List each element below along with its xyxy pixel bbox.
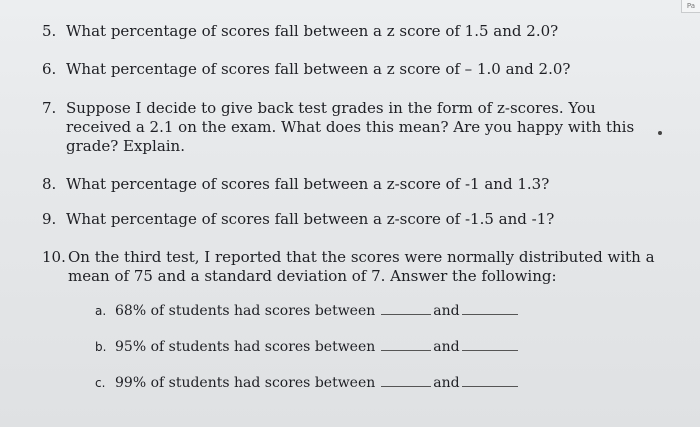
subpart-letter: b.	[95, 340, 107, 354]
question-text: What percentage of scores fall between a z-score of -1 and 1.3?	[66, 175, 550, 193]
question-text-line: Suppose I decide to give back test grades in the form of z-scores. You	[66, 99, 596, 117]
question-text-line: received a 2.1 on the exam. What does this mean? Are you happy with this	[66, 118, 635, 136]
subpart-b	[95, 338, 518, 356]
question-number: 7.	[42, 99, 57, 117]
question-number: 10.	[42, 248, 66, 266]
question-5	[42, 22, 558, 41]
subpart-letter: c.	[95, 376, 106, 390]
question-text: What percentage of scores fall between a z score of 1.5 and 2.0?	[66, 22, 559, 40]
subpart-text: 68% of students had scores between	[115, 303, 376, 319]
answer-blank-2[interactable]	[462, 376, 518, 387]
subpart-text: 95% of students had scores between	[115, 339, 376, 355]
question-7-line-2	[66, 118, 634, 137]
answer-blank-2[interactable]	[462, 304, 518, 315]
question-7-line-3	[66, 137, 185, 156]
question-text-line: grade? Explain.	[66, 137, 185, 155]
pencil-mark	[658, 131, 662, 135]
subpart-text: 99% of students had scores between	[115, 375, 376, 391]
question-number: 8.	[42, 175, 57, 193]
question-text: What percentage of scores fall between a z-score of -1.5 and -1?	[66, 210, 555, 228]
and-label: and	[433, 303, 460, 319]
subpart-letter: a.	[95, 304, 107, 318]
question-number: 5.	[42, 22, 57, 40]
and-label: and	[433, 375, 460, 391]
question-7	[42, 99, 596, 118]
and-label: and	[433, 339, 460, 355]
question-6	[42, 60, 570, 79]
question-number: 9.	[42, 210, 57, 228]
answer-blank-1[interactable]	[381, 376, 431, 387]
question-text-line: mean of 75 and a standard deviation of 7. Answer the following:	[68, 267, 557, 285]
question-9	[42, 210, 554, 229]
question-text: What percentage of scores fall between a z score of – 1.0 and 2.0?	[66, 60, 571, 78]
question-10-line-2	[68, 267, 557, 286]
subpart-c	[95, 374, 518, 392]
subpart-a	[95, 302, 518, 320]
question-8	[42, 175, 549, 194]
corner-tab: Pa	[681, 0, 700, 13]
answer-blank-1[interactable]	[381, 304, 431, 315]
question-text-line: On the third test, I reported that the scores were normally distributed with a	[68, 248, 655, 266]
question-10	[42, 248, 655, 267]
answer-blank-2[interactable]	[462, 340, 518, 351]
answer-blank-1[interactable]	[381, 340, 431, 351]
question-number: 6.	[42, 60, 57, 78]
